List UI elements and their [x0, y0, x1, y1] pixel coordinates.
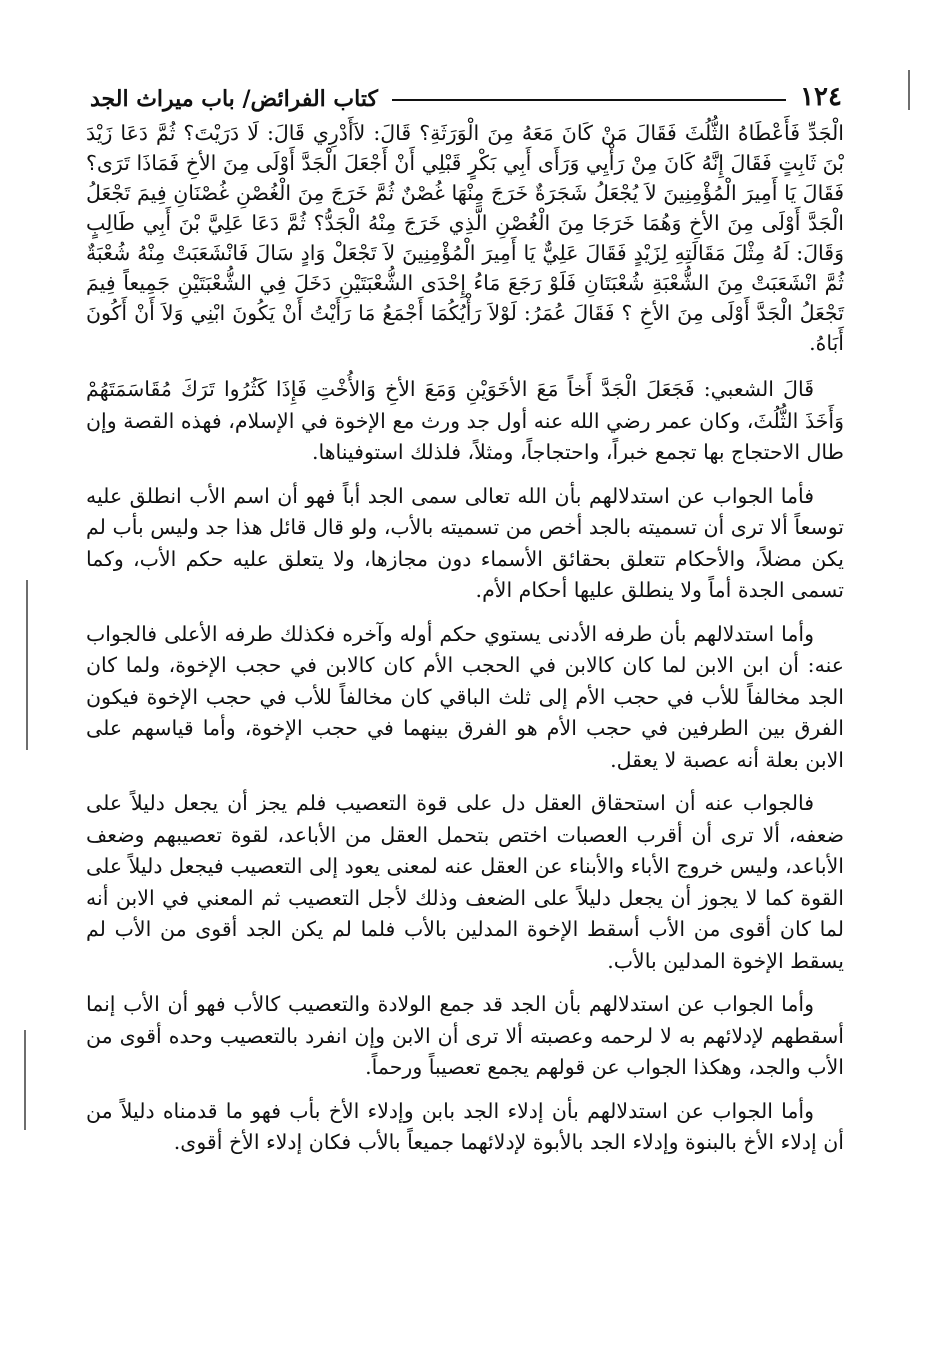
scan-edge-mark	[24, 1030, 26, 1130]
scan-edge-mark	[26, 580, 28, 750]
paragraph-answer-relation-link: وأما الجواب عن استدلالهم بأن إدلاء الجد بابن وإدلاء الأخ بأب فهو ما قدمناه دليلاً من أن إدلاء الأخ بالبنوة وإدلاء الجد بالأبوة لإدلائهما جميعاً بالأب فكان إدلاء الأخ أقوى.	[86, 1098, 844, 1154]
scan-edge-mark	[908, 70, 910, 110]
running-title: كتاب الفرائض/ باب ميراث الجد	[90, 86, 378, 112]
page-number: ١٢٤	[800, 82, 842, 112]
page-header	[90, 72, 842, 112]
paragraph-answer-blood-money: فالجواب عنه أن استحقاق العقل دل على قوة التعصيب فلم يجز أن يجعل دليلاً على ضعفه، ألا ترى أن أقرب العصبات اختص بتحمل العقل من الأباعد، لقوة تعصيبهم وضعف الأباعد، وليس خروج الأباء والأبناء عن العقل عنه لمعنى يعود إلى التعصيب فيجعل دليلاً على القوة كما لا يجوز أن يجعل دليلاً على الضعف وذلك لأجل التعصيب ثم المعني في الابن أنه لما كان أقوى من الأب أسقط الإخوة المدلين بالأب فلما لم يكن الجد أقوى من الأب لم يسقط الإخوة المدلين بالأب.	[86, 791, 844, 973]
paragraph-answer-name-father: فأما الجواب عن استدلالهم بأن الله تعالى سمى الجد أباً فهو أن اسم الأب انطلق عليه توسعاً ألا ترى أن تسميته بالجد أخص من تسميته بالأب، ولو قال قائل هذا جد وليس بأب لم يكن مضلاً، والأحكام تتعلق بحقائق الأسماء دون مجازها، ولا يتعلق عليه حكم الأب، وكما تسمى الجدة أماً ولا ينطلق عليها أحكام الأم.	[86, 483, 844, 602]
paragraph-shabi-comment: قَالَ الشعبي: فَجَعَلَ الْجَدَّ أَخاً مَعَ الأخَوَيْنِ وَمَعَ الأخِ وَالأُخْتِ فَإِذَا كَثُرُوا تَرَكَ مُقَاسَمَتَهُمْ وَأَخَذَ الثُّلُثَ، وكان عمر رضي الله عنه أول جد ورث مع الإخوة في الإسلام، فهذه القصة وإن طال الاحتجاج بها تجمع خبراً، واحتجاجاً، ومثلاً، فلذلك استوفيناها.	[86, 377, 844, 464]
paragraph-answer-lower-side: وأما استدلالهم بأن طرفه الأدنى يستوي حكم أوله وآخره فكذلك طرفه الأعلى فالجواب عنه: أن ابن الابن لما كان كالابن في الحجب الأم كان كالابن في حجب الإخوة، ولما كان الجد مخالفاً للأب في حجب الأم إلى ثلث الباقي كان مخالفاً للأب في حجب الإخوة فيكون الفرق بين الطرفين في حجب الأم هو الفرق بينهما في حجب الإخوة، وأما قياسهم على الابن بعلة أنه عصبة لا يعقل.	[86, 621, 844, 772]
page-body	[86, 118, 844, 1171]
paragraph-answer-birth-agnation: وأما الجواب عن استدلالهم بأن الجد قد جمع الولادة والتعصيب كالأب فهو أن الأب إنما أسقطهم لإدلائهم به لا لرحمه وعصبته ألا ترى أن الابن وإن انفرد بالتعصيب وحده أقوى من الأب والجد، وهكذا الجواب عن قولهم يجمع تعصيباً ورحماً.	[86, 992, 844, 1079]
paragraph-hadith-narration: الْجَدِّ فَأَعْطَاهُ الثُّلُثَ فَقَالَ مَنْ كَانَ مَعَهُ مِنَ الْوَرَثَةِ؟ قَالَ: لاَأَدْرِي قَالَ: لَا دَرَيْتَ؟ ثُمَّ دَعَا زَيْدَ بْنَ ثَابِتٍ فَقَالَ إِنَّهُ كَانَ مِنْ رَأْيِي وَرَأَى أَبِي بَكْرٍ قَبْلِي أَنْ أَجْعَلَ الْجَدَّ أَوْلَى مِنَ الأخِ فَمَاذَا تَرَى؟ فَقَالَ يَا أَمِيرَ الْمُؤْمِنِينَ لاَ يُجْعَلُ شَجَرَةٌ خَرَجَ مِنْهَا غُصْنٌ ثُمَّ خَرَجَ مِنَ الْغُصْنِ غُصْنَانِ فِيمَ تَجْعَلُ الْجَدَّ أَوْلَى مِنَ الأخِ وَهُمَا خَرَجَا مِنَ الْغُصْنِ الَّذِي خَرَجَ مِنْهُ الْجَدُّ؟ ثُمَّ دَعَا عَلِيَّ بْنَ أَبِي طَالِبٍ وَقَالَ: لَهُ مِثْلَ مَقَالَتِهِ لِزَيْدٍ فَقَالَ عَلِيٌّ يَا أَمِيرَ الْمُؤْمِنِينَ لاَ تَجْعَلْ وَادٍ سَالَ فَانْشَعَبَتْ مِنْهُ شُعْبَةٌ ثُمَّ انْشَعَبَتْ مِنَ الشُّعْبَةِ شُعْبَتَانِ فَلَوْ رَجَعَ مَاءُ إِحْدَى الشُّعْبَتَيْنِ دَخَلَ فِي الشُّعْبَتَيْنِ جَمِيعاً فِيمَ تَجْعَلُ الْجَدَّ أَوْلَى مِنَ الأخِ ؟ فَقَالَ عُمَرُ: لَوْلاَ رَأْيُكُمَا أَجْمَعُ مَا رَأَيْتُ أَنْ يَكُونَ ابْنِي وَلاَ أَنْ أَكُونَ أَبَاهُ.	[86, 121, 844, 355]
header-rule	[392, 99, 786, 101]
